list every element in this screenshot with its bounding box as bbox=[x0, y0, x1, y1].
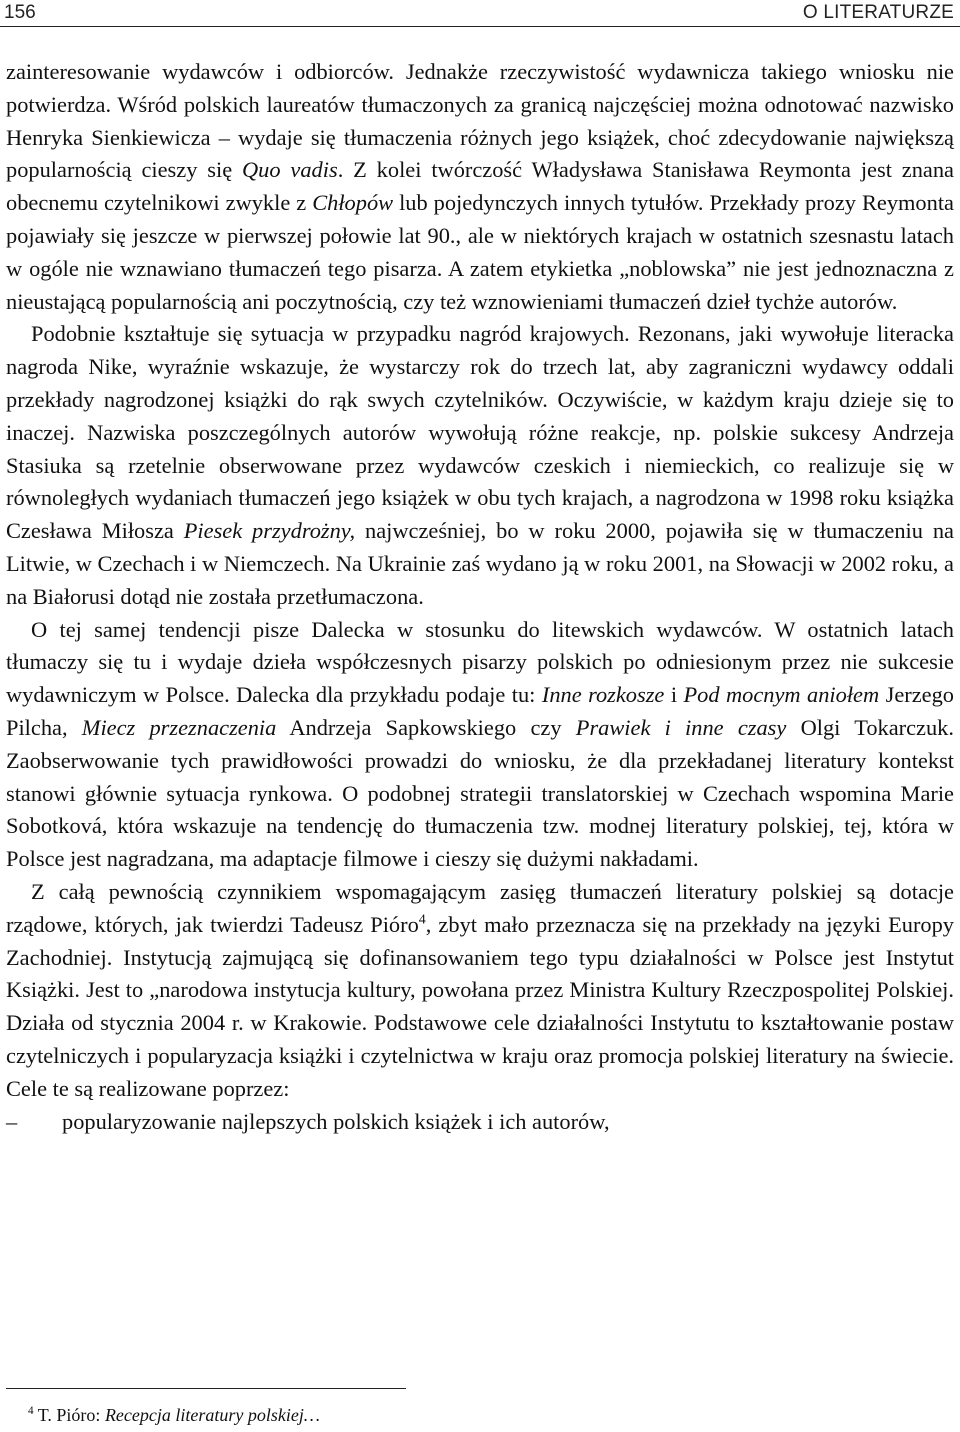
text-run: O tej samej tendencji pisze Dalecka w stosunku do litewskich wydawców. W ostatnich latach tłumaczy się tu i wydaje dzieła współczesnych pisarzy polskich po odniesionym przez nie sukcesie wydawniczym w Polsce. Dalecka dla przykładu podaje tu: bbox=[6, 616, 954, 708]
title-prawiek: Prawiek i inne czasy bbox=[575, 714, 787, 740]
main-text bbox=[6, 56, 954, 1138]
text-run: Andrzeja Sapkowskiego czy bbox=[276, 714, 576, 740]
list-item-text: popularyzowanie najlepszych polskich książek i ich autorów, bbox=[62, 1108, 610, 1134]
footnote-title: Recepcja literatury polskiej… bbox=[104, 1405, 320, 1425]
title-chlopow: Chłopów bbox=[312, 190, 394, 216]
footnote-separator bbox=[6, 1388, 406, 1389]
title-inne-rozkosze: Inne rozkosze bbox=[541, 682, 665, 708]
text-run: Z całą pewnością czynnikiem wspomagającym zasięg tłumaczeń literatury polskiej są dotacje rządowe, których, jak twierdzi Tadeusz Pióro bbox=[6, 878, 954, 937]
list-item bbox=[6, 1106, 954, 1139]
footnote bbox=[28, 1404, 320, 1426]
text-run: lub pojedynczych innych tytułów. Przekłady prozy Reymonta pojawiały się jeszcze w pierwszej połowie lat 90., ale w niektórych krajach w ostatnich szesnastu latach w ogóle nie wznawiano tłumaczeń tego pisarza. A zatem etykietka „noblowska” nie jest jednoznaczna z nieustającą popularnością ani poczytnością, czy też wznowieniami tłumaczeń dzieł tychże autorów. bbox=[6, 190, 954, 314]
text-run: zainteresowanie wydawców i odbiorców. Jednakże rzeczywistość wydawnicza takiego wniosku nie potwierdza. Wśród polskich laureatów tłumaczonych za granicą najczęściej można odnotować nazwisko Henryka Sienkiewicza – wydaje się tłumaczenia różnych jego książek, choć zdecydowanie największą popularnością cieszy się bbox=[6, 59, 954, 183]
paragraph-1 bbox=[6, 56, 954, 318]
paragraph-3 bbox=[6, 614, 954, 876]
footnote-author: T. Pióro: bbox=[37, 1405, 105, 1425]
dash-bullet: – bbox=[6, 1108, 18, 1134]
text-run: i bbox=[664, 682, 684, 708]
text-run: . Z kolei twórczość Władysława Stanisława Reymonta jest znana obecnemu czytelnikowi zwykle z bbox=[6, 157, 954, 216]
title-miecz-przeznaczenia: Miecz przeznaczenia bbox=[81, 714, 277, 740]
running-title: O LITERATURZE bbox=[802, 2, 954, 23]
text-run: Podobnie kształtuje się sytuacja w przypadku nagród krajowych. Rezonans, jaki wywołuje literacka nagroda Nike, wyraźnie wskazuje, że wystarczy rok do trzech lat, aby zagraniczni wydawcy oddali przekłady nagrodzonej książki do rąk swych czytelników. Oczywiście, w każdym kraju dzieje się to inaczej. Nazwiska poszczególnych autorów wywołują różne reakcje, np. polskie sukcesy Andrzeja Stasiuka są rzetelnie obserwowane przez wydawców czeskich i niemieckich, co realizuje się w równoległych wydaniach tłumaczeń jego książek w obu tych krajach, a nagrodzona w 1998 roku książka Czesława Miłosza bbox=[6, 321, 954, 544]
paragraph-4 bbox=[6, 876, 954, 1106]
title-piesek-przydrozny: Piesek przydrożny, bbox=[183, 518, 356, 544]
header-rule bbox=[0, 26, 960, 27]
footnote-number: 4 bbox=[28, 1405, 34, 1417]
paragraph-2 bbox=[6, 318, 954, 613]
title-quo-vadis: Quo vadis bbox=[242, 157, 338, 183]
text-run: Olgi Tokarczuk. Zaobserwowanie tych prawidłowości prowadzi do wniosku, że dla przekładanej literatury kontekst stanowi głównie sytuacja rynkowa. O podobnej strategii translatorskiej w Czechach wspomina Marie Sobotková, która wskazuje na tendencję do tłumaczenia tzw. modnej literatury polskiej, tej, która w Polsce jest nagradzana, ma adaptacje filmowe i cieszy się dużymi nakładami. bbox=[6, 714, 954, 872]
text-run: , zbyt mało przeznacza się na przekłady na języki Europy Zachodniej. Instytucją zajmującą się dofinansowaniem tego typu działalności w Polsce jest Instytut Książki. Jest to „narodowa instytucja kultury, powołana przez Ministra Kultury Rzeczpospolitej Polskiej. Działa od stycznia 2004 r. w Krakowie. Podstawowe cele działalności Instytutu to kształtowanie postaw czytelniczych i popularyzacja książki i czytelnictwa w kraju oraz promocja polskiej literatury na świecie. Cele te są realizowane poprzez: bbox=[6, 911, 954, 1101]
text-run: Jerzego Pilcha, bbox=[6, 682, 954, 740]
footnote-ref[interactable]: 4 bbox=[418, 912, 426, 928]
text-run: najwcześniej, bo w roku 2000, pojawiła się w tłumaczeniu na Litwie, w Czechach i w Niemczech. Na Ukrainie zaś wydano ją w roku 2001, na Słowacji w 2002 roku, a na Białorusi dotąd nie została przetłumaczona. bbox=[6, 518, 954, 609]
page-header bbox=[0, 0, 960, 30]
page-number: 156 bbox=[4, 2, 36, 23]
title-pod-mocnym-aniolem: Pod mocnym aniołem bbox=[683, 682, 880, 708]
